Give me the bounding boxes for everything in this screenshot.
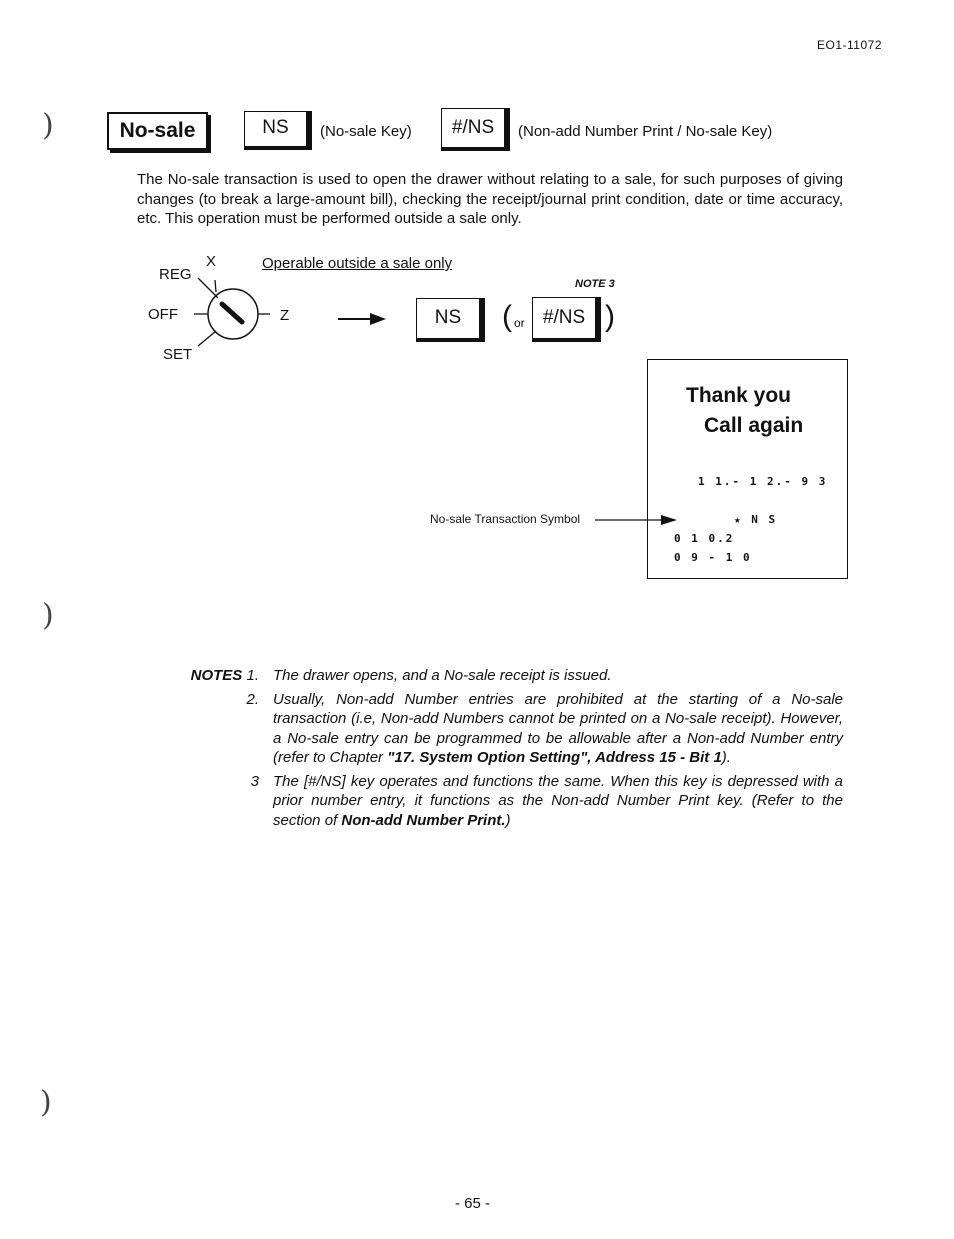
- binder-mark-bottom: ): [40, 1085, 52, 1120]
- mode-off-label: OFF: [148, 306, 178, 323]
- or-label: or: [514, 316, 525, 330]
- ns-key-description: (No-sale Key): [320, 123, 412, 140]
- page-number: - 65 -: [455, 1195, 491, 1212]
- sample-receipt: [647, 359, 848, 579]
- receipt-line-b: 0 9 - 1 0: [674, 551, 752, 564]
- notes-section: [187, 666, 843, 834]
- operation-ns-key-icon: NS: [416, 298, 485, 342]
- open-paren: (: [502, 300, 512, 333]
- mode-x-label: X: [206, 253, 217, 270]
- section-title: No-sale: [107, 112, 208, 150]
- note-1-number: 1.: [246, 667, 259, 684]
- note-2-text: Usually, Non-add Number entries are prohibited at the starting of a No-sale transaction (i.e, Non-add Numbers cannot be printed on a No-sale receipt). However, a No-sale entry can be programmed to be allowable after a Non-add Number entry (refer to Chapter: [273, 690, 843, 766]
- binder-mark-top: ): [42, 108, 54, 143]
- receipt-ns-symbol: ★ N S: [734, 513, 778, 526]
- close-paren: ): [605, 300, 615, 333]
- note-3: [187, 772, 843, 831]
- mode-switch-dial-icon: [180, 270, 280, 350]
- note-3-bold: Non-add Number Print.: [341, 811, 506, 829]
- note-1: [187, 666, 843, 686]
- notes-prefix: NOTES: [190, 667, 243, 684]
- hash-ns-key-icon: #/NS: [441, 108, 510, 151]
- hash-ns-key-description: (Non-add Number Print / No-sale Key): [518, 123, 773, 140]
- intro-paragraph: The No-sale transaction is used to open the drawer without relating to a sale, for such purposes of giving changes (to break a large-amount bill), checking the receipt/journal print condition, date or time accuracy, etc. This operation must be performed outside a sale only.: [137, 171, 843, 227]
- operation-hash-ns-key-icon: #/NS: [532, 297, 601, 342]
- receipt-thank-you: Thank you: [686, 384, 792, 407]
- note-3-number: 3: [250, 772, 259, 790]
- binder-mark-middle: ): [42, 598, 54, 633]
- receipt-date: 1 1.- 1 2.- 9 3: [698, 475, 828, 488]
- mode-z-label: Z: [280, 307, 290, 324]
- note-2-tail: ).: [721, 749, 731, 766]
- note-2: [187, 690, 843, 768]
- receipt-line-a: 0 1 0.2: [674, 532, 735, 545]
- document-number: EO1-11072: [817, 38, 882, 52]
- operation-heading: Operable outside a sale only: [262, 255, 453, 272]
- note-3-text: The [#/NS] key operates and functions the same. When this key is depressed with a prior number entry, it functions as the Non-add Number Print key. (Refer to the section of: [273, 772, 843, 829]
- arrow-right-icon: [336, 311, 388, 327]
- pointer-arrow-icon: [595, 512, 680, 528]
- no-sale-symbol-label: No-sale Transaction Symbol: [430, 512, 581, 526]
- note-1-text: The drawer opens, and a No-sale receipt is issued.: [273, 667, 612, 684]
- receipt-call-again: Call again: [704, 414, 804, 437]
- ns-key-icon: NS: [244, 111, 312, 150]
- note-3-tail: ): [505, 811, 511, 829]
- mode-set-label: SET: [163, 346, 193, 363]
- note-2-bold: "17. System Option Setting", Address 15 - Bit 1: [387, 749, 722, 766]
- note-2-number: 2.: [246, 690, 259, 708]
- note-3-reference: NOTE 3: [575, 278, 615, 290]
- mode-reg-label: REG: [159, 266, 192, 283]
